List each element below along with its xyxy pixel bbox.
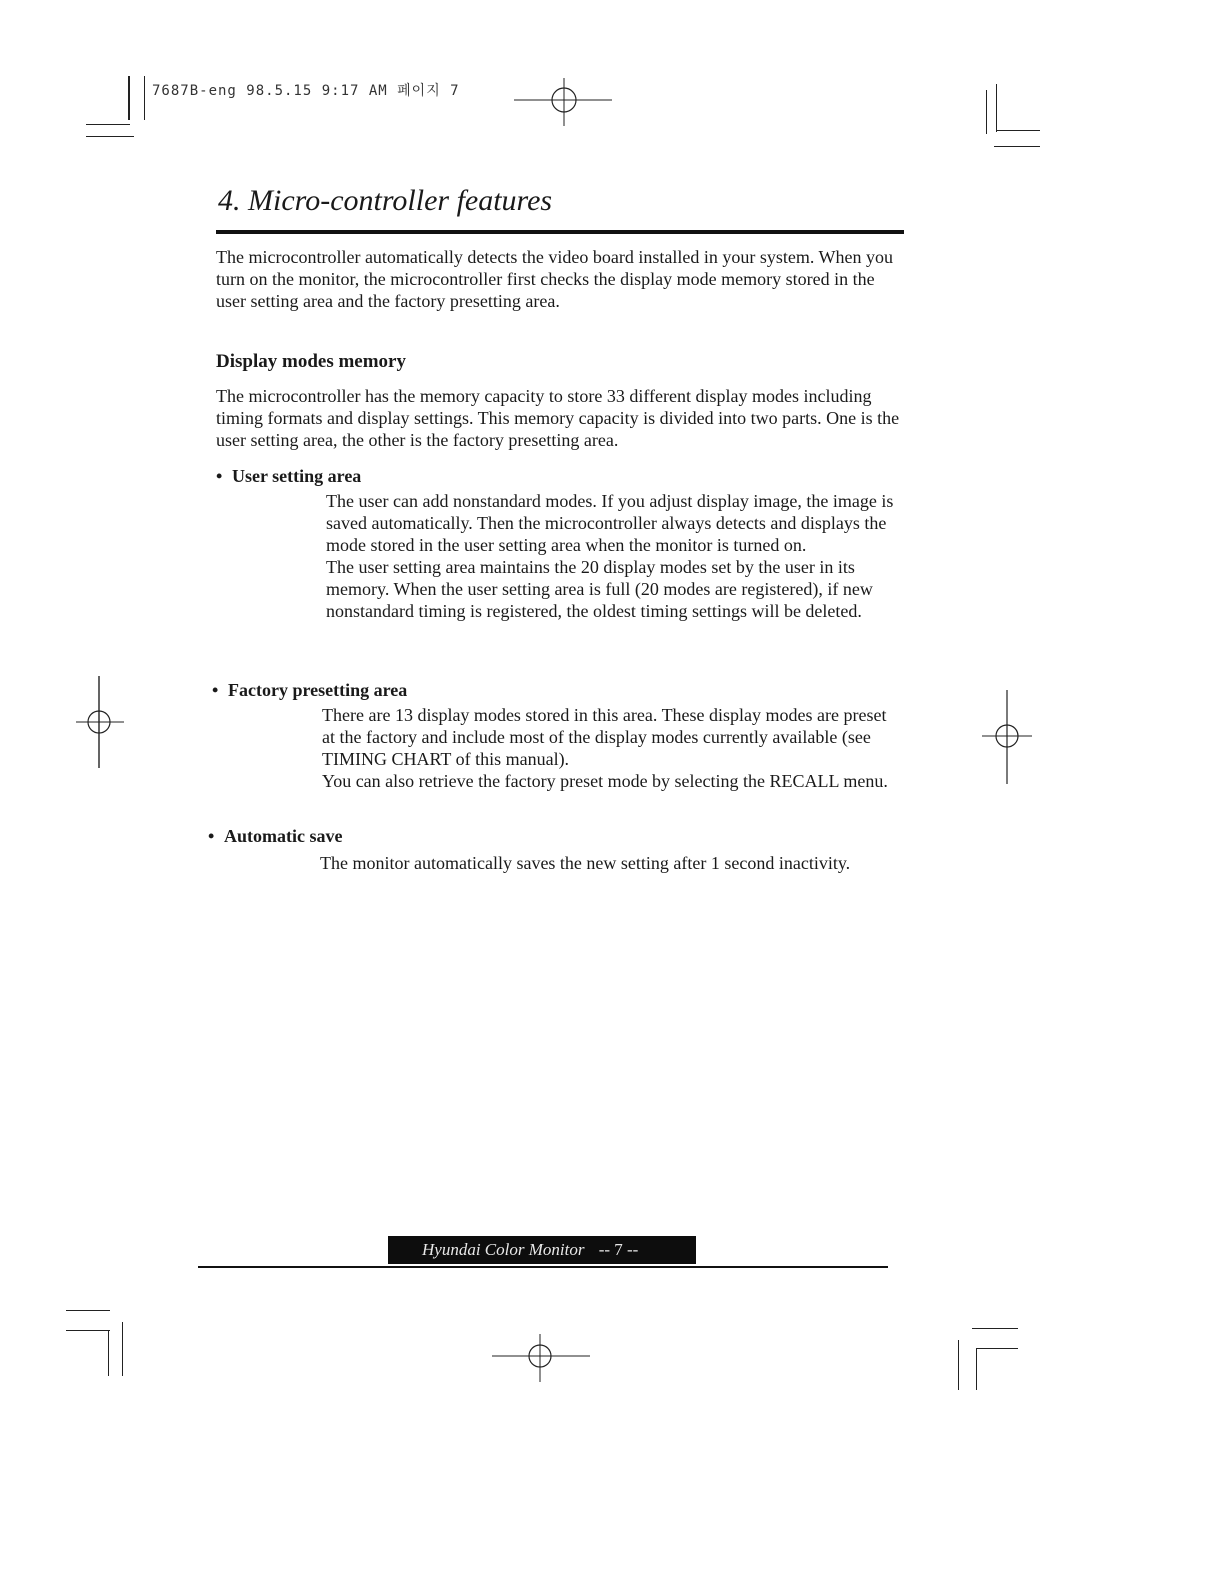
registration-mark-icon bbox=[492, 1332, 592, 1384]
title-underline bbox=[216, 230, 904, 234]
crop-mark bbox=[976, 1348, 1018, 1349]
bullet-automatic-save bbox=[208, 826, 342, 847]
registration-mark-icon bbox=[514, 74, 614, 130]
bullet-paragraph: The user can add nonstandard modes. If you adjust display image, the image is saved automatically. Then the microcontroller always detects and displays the mode stored in the user setting area when the monitor is turned on. bbox=[326, 491, 894, 555]
crop-mark bbox=[994, 146, 1040, 147]
footer-banner bbox=[388, 1236, 696, 1264]
bullet-label: User setting area bbox=[232, 466, 362, 486]
bullet-factory-presetting-area bbox=[212, 680, 407, 701]
bullet-paragraph: There are 13 display modes stored in this area. These display modes are preset at the factory and include most of the display modes currently available (see TIMING CHART of this manual). bbox=[322, 705, 887, 769]
bullet-label: Automatic save bbox=[224, 826, 343, 846]
crop-mark bbox=[976, 1348, 977, 1390]
user-setting-area-text bbox=[326, 490, 901, 622]
crop-mark bbox=[86, 136, 134, 137]
crop-mark bbox=[66, 1310, 110, 1311]
bullet-icon: • bbox=[208, 826, 215, 846]
print-stamp: 7687B-eng 98.5.15 9:17 AM 페이지 7 bbox=[152, 83, 460, 99]
crop-mark bbox=[996, 130, 1040, 131]
crop-mark bbox=[996, 84, 997, 132]
crop-mark bbox=[986, 90, 987, 134]
footer-label: Hyundai Color Monitor bbox=[422, 1240, 585, 1259]
crop-mark bbox=[66, 1330, 110, 1331]
crop-mark bbox=[972, 1328, 1018, 1329]
bullet-label: Factory presetting area bbox=[228, 680, 408, 700]
bullet-icon: • bbox=[212, 680, 219, 700]
intro-paragraph: The microcontroller automatically detects the video board installed in your system. When you turn on the monitor, the microcontroller first checks the display mode memory stored in the user setting area and the factory presetting area. bbox=[216, 247, 893, 311]
page-number: -- 7 -- bbox=[598, 1240, 639, 1259]
crop-mark bbox=[958, 1340, 959, 1390]
bullet-paragraph: You can also retrieve the factory preset mode by selecting the RECALL menu. bbox=[322, 771, 888, 791]
bullet-icon: • bbox=[216, 466, 223, 486]
factory-presetting-area-text bbox=[322, 704, 902, 792]
crop-mark bbox=[108, 1330, 109, 1376]
footer-rule bbox=[198, 1266, 888, 1268]
automatic-save-text: The monitor automatically saves the new setting after 1 second inactivity. bbox=[320, 853, 851, 873]
bullet-paragraph: The user setting area maintains the 20 display modes set by the user in its memory. When the user setting area is full (20 modes are registered), if new nonstandard timing is registered, the oldest timing settings will be deleted. bbox=[326, 557, 873, 621]
crop-mark bbox=[144, 76, 145, 120]
display-modes-paragraph: The microcontroller has the memory capacity to store 33 different display modes including timing formats and display settings. This memory capacity is divided into two parts. One is the user setting area, the other is the factory presetting area. bbox=[216, 386, 900, 450]
bullet-user-setting-area bbox=[216, 466, 361, 487]
registration-mark-icon bbox=[980, 690, 1036, 786]
display-modes-heading: Display modes memory bbox=[216, 351, 406, 372]
crop-mark bbox=[122, 1322, 123, 1376]
registration-mark-icon bbox=[72, 676, 128, 770]
section-title: 4. Micro-controller features bbox=[218, 184, 553, 217]
crop-mark bbox=[86, 124, 130, 125]
crop-mark bbox=[128, 76, 130, 120]
